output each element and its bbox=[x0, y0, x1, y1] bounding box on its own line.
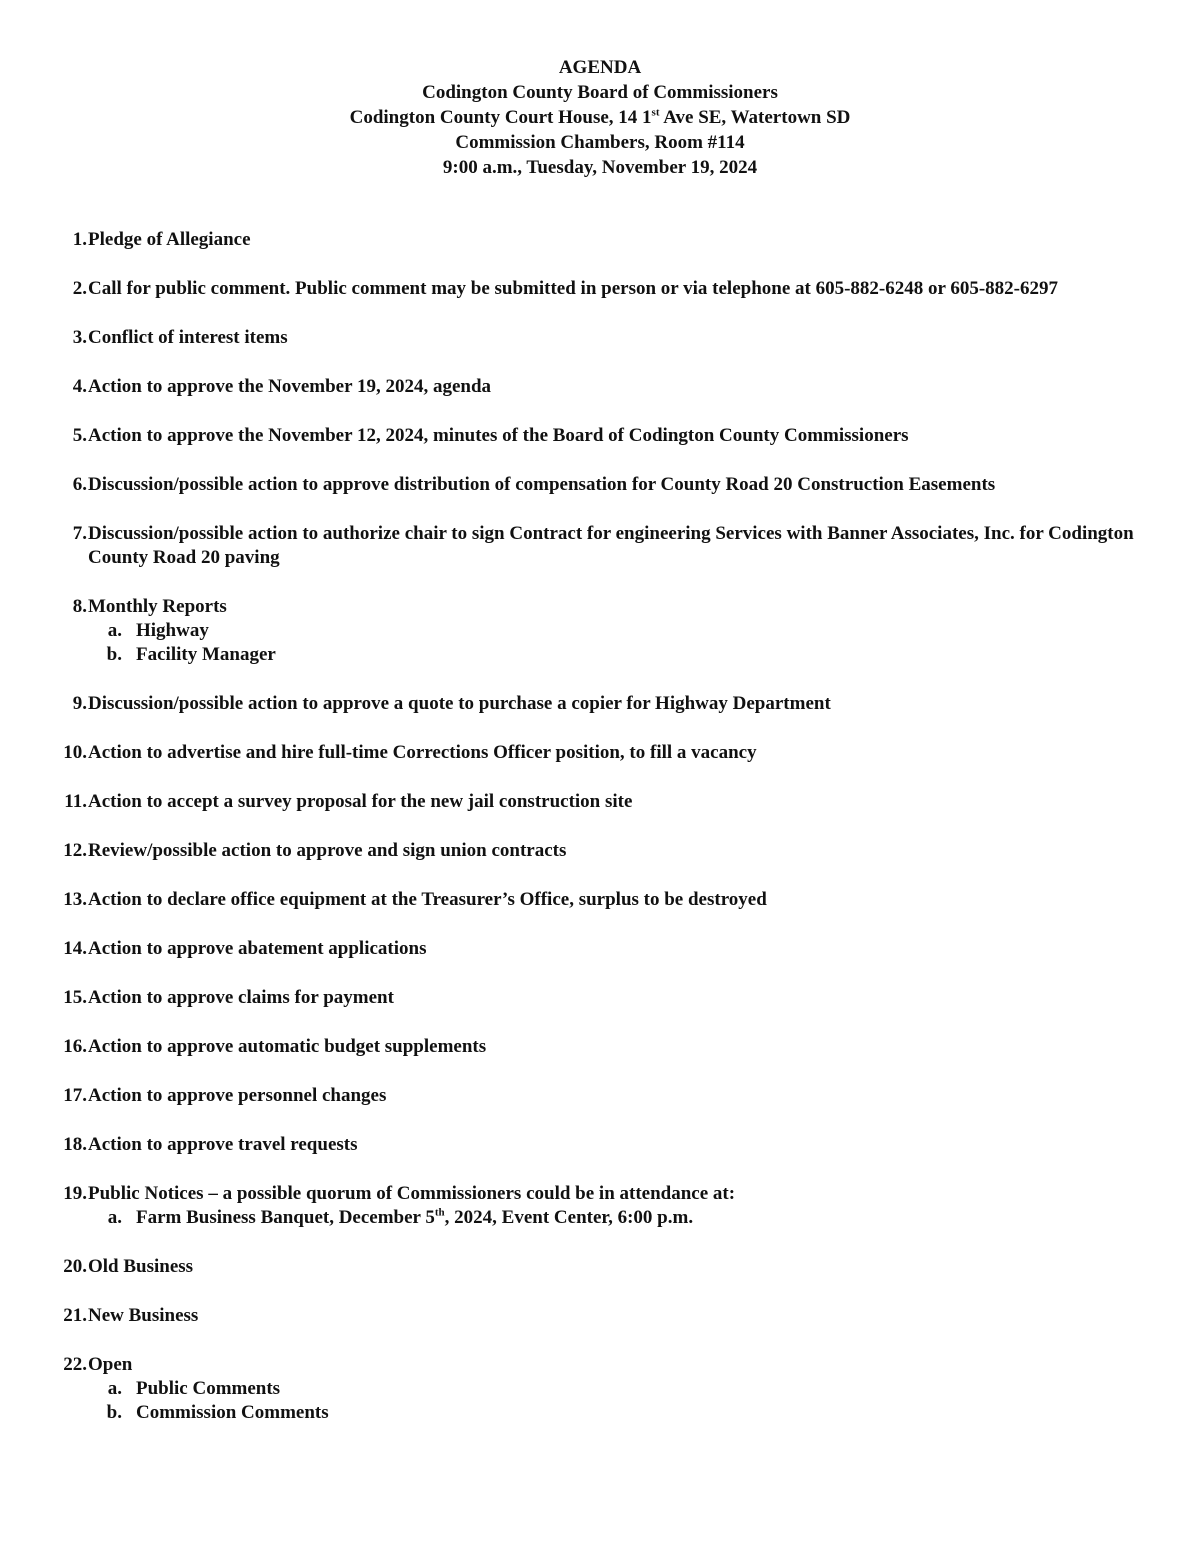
agenda-item-number: 16. bbox=[63, 1036, 87, 1057]
agenda-item-text: Action to approve abatement applications bbox=[88, 938, 427, 959]
agenda-subitem-text: Facility Manager bbox=[136, 644, 276, 665]
agenda-item-body bbox=[88, 1084, 1142, 1108]
address-superscript: st bbox=[651, 106, 660, 119]
agenda-item-number: 9. bbox=[72, 693, 87, 714]
agenda-item-text: Action to approve travel requests bbox=[88, 1134, 358, 1155]
agenda-item-text: Action to declare office equipment at the Treasurer’s Office, surplus to be destroyed bbox=[88, 889, 767, 910]
agenda-item-body bbox=[88, 375, 1142, 399]
agenda-item bbox=[52, 839, 1142, 863]
agenda-item-number: 21. bbox=[63, 1305, 87, 1326]
subitem-superscript: th bbox=[434, 1206, 445, 1219]
agenda-item bbox=[52, 1304, 1142, 1328]
agenda-item-text: Discussion/possible action to approve distribution of compensation for County Road 20 Construction Easements bbox=[88, 474, 996, 495]
agenda-item-body bbox=[88, 228, 1142, 252]
agenda-title: AGENDA bbox=[558, 57, 642, 78]
agenda-item bbox=[52, 326, 1142, 350]
agenda-item-number: 19. bbox=[63, 1183, 87, 1204]
agenda-item-body bbox=[88, 595, 1142, 667]
agenda-subitem bbox=[88, 1377, 1142, 1401]
agenda-item-body bbox=[88, 1182, 1142, 1230]
agenda-subitem bbox=[88, 643, 1142, 667]
agenda-item-text: New Business bbox=[88, 1305, 199, 1326]
agenda-item-number: 10. bbox=[63, 742, 87, 763]
meeting-datetime: 9:00 a.m., Tuesday, November 19, 2024 bbox=[442, 157, 758, 178]
agenda-item-number: 4. bbox=[72, 376, 87, 397]
agenda-subitem-letter: b. bbox=[106, 1402, 122, 1423]
agenda-subitem bbox=[88, 1401, 1142, 1425]
agenda-item-number: 7. bbox=[72, 523, 87, 544]
agenda-item-number: 11. bbox=[64, 791, 87, 812]
agenda-subitem bbox=[88, 1206, 1142, 1230]
meeting-address bbox=[0, 105, 1200, 130]
agenda-items-list bbox=[52, 228, 1142, 1450]
agenda-item-number: 13. bbox=[63, 889, 87, 910]
agenda-subitem-text: Highway bbox=[136, 620, 209, 641]
board-name: Codington County Board of Commissioners bbox=[422, 82, 778, 103]
agenda-subitem-text: Public Comments bbox=[136, 1378, 281, 1399]
agenda-item bbox=[52, 277, 1142, 301]
agenda-item-body bbox=[88, 424, 1142, 448]
agenda-item-body bbox=[88, 1255, 1142, 1279]
agenda-item-text: Monthly Reports bbox=[88, 596, 227, 617]
agenda-item-body bbox=[88, 1353, 1142, 1425]
agenda-item-text: Old Business bbox=[88, 1256, 194, 1277]
agenda-subitem-text bbox=[122, 1206, 1142, 1230]
agenda-item-number: 12. bbox=[63, 840, 87, 861]
agenda-item bbox=[52, 424, 1142, 448]
agenda-item bbox=[52, 888, 1142, 912]
agenda-item bbox=[52, 1255, 1142, 1279]
agenda-item-body bbox=[88, 326, 1142, 350]
agenda-item-body bbox=[88, 839, 1142, 863]
agenda-item-text: Action to approve the November 19, 2024, agenda bbox=[88, 376, 492, 397]
agenda-header bbox=[0, 55, 1200, 180]
agenda-item-text: Conflict of interest items bbox=[88, 327, 288, 348]
agenda-item bbox=[52, 522, 1142, 570]
agenda-item-text: Action to approve automatic budget supplements bbox=[88, 1036, 487, 1057]
agenda-item-text: Action to accept a survey proposal for the new jail construction site bbox=[88, 791, 633, 812]
agenda-item bbox=[52, 790, 1142, 814]
agenda-item bbox=[52, 986, 1142, 1010]
agenda-item-body bbox=[88, 1035, 1142, 1059]
subitem-text-part: Farm Business Banquet, December 5 bbox=[136, 1207, 435, 1228]
agenda-item-text: Discussion/possible action to authorize chair to sign Contract for engineering Services with Banner Associates, Inc. for Codington County Road 20 paving bbox=[88, 523, 1134, 568]
agenda-item-number: 1. bbox=[72, 229, 87, 250]
agenda-item bbox=[52, 1353, 1142, 1425]
agenda-item-text: Action to approve the November 12, 2024, minutes of the Board of Codington County Commissioners bbox=[88, 425, 909, 446]
agenda-item bbox=[52, 1133, 1142, 1157]
agenda-item-number: 2. bbox=[72, 278, 87, 299]
agenda-item-body bbox=[88, 790, 1142, 814]
agenda-item-number: 15. bbox=[63, 987, 87, 1008]
agenda-item-number: 6. bbox=[72, 474, 87, 495]
agenda-item-text: Action to approve claims for payment bbox=[88, 987, 394, 1008]
agenda-subitem-letter: a. bbox=[107, 1207, 122, 1228]
agenda-item-number: 5. bbox=[72, 425, 87, 446]
agenda-item-text: Action to approve personnel changes bbox=[88, 1085, 387, 1106]
agenda-subitem-text: Commission Comments bbox=[136, 1402, 329, 1423]
agenda-item-number: 20. bbox=[63, 1256, 87, 1277]
agenda-item-body bbox=[88, 741, 1142, 765]
agenda-item-text: Public Notices – a possible quorum of Commissioners could be in attendance at: bbox=[88, 1183, 736, 1204]
agenda-item bbox=[52, 1035, 1142, 1059]
agenda-item bbox=[52, 692, 1142, 716]
agenda-item-body bbox=[88, 888, 1142, 912]
agenda-item-body bbox=[88, 937, 1142, 961]
agenda-item-text: Review/possible action to approve and sign union contracts bbox=[88, 840, 567, 861]
address-part: Codington County Court House, 14 1 bbox=[349, 107, 652, 128]
agenda-item-number: 17. bbox=[63, 1085, 87, 1106]
agenda-item-body bbox=[88, 986, 1142, 1010]
meeting-room: Commission Chambers, Room #114 bbox=[455, 132, 745, 153]
agenda-item-body bbox=[88, 1133, 1142, 1157]
agenda-item-text: Call for public comment. Public comment may be submitted in person or via telephone at 605-882-6248 or 605-882-6297 bbox=[88, 278, 1059, 299]
agenda-item bbox=[52, 1084, 1142, 1108]
agenda-item-body bbox=[88, 1304, 1142, 1328]
agenda-item bbox=[52, 1182, 1142, 1230]
agenda-item-body bbox=[88, 522, 1142, 570]
agenda-item-body bbox=[88, 277, 1142, 301]
agenda-subitem-letter: a. bbox=[107, 620, 122, 641]
agenda-item bbox=[52, 741, 1142, 765]
agenda-subitem bbox=[88, 619, 1142, 643]
subitem-text-part: , 2024, Event Center, 6:00 p.m. bbox=[444, 1207, 694, 1228]
agenda-item-number: 18. bbox=[63, 1134, 87, 1155]
agenda-item-number: 14. bbox=[63, 938, 87, 959]
agenda-item bbox=[52, 375, 1142, 399]
agenda-subitem-letter: b. bbox=[106, 644, 122, 665]
agenda-item-body bbox=[88, 692, 1142, 716]
agenda-item-text: Open bbox=[88, 1354, 133, 1375]
agenda-item bbox=[52, 228, 1142, 252]
agenda-item-text: Pledge of Allegiance bbox=[88, 229, 251, 250]
agenda-item bbox=[52, 473, 1142, 497]
agenda-item-number: 8. bbox=[72, 596, 87, 617]
agenda-item-number: 3. bbox=[72, 327, 87, 348]
agenda-item bbox=[52, 595, 1142, 667]
agenda-item-number: 22. bbox=[63, 1354, 87, 1375]
agenda-item-text: Action to advertise and hire full-time Corrections Officer position, to fill a vacancy bbox=[88, 742, 757, 763]
agenda-item-body bbox=[88, 473, 1142, 497]
agenda-item bbox=[52, 937, 1142, 961]
address-part: Ave SE, Watertown SD bbox=[659, 107, 851, 128]
agenda-subitem-letter: a. bbox=[107, 1378, 122, 1399]
agenda-item-text: Discussion/possible action to approve a quote to purchase a copier for Highway Department bbox=[88, 693, 831, 714]
